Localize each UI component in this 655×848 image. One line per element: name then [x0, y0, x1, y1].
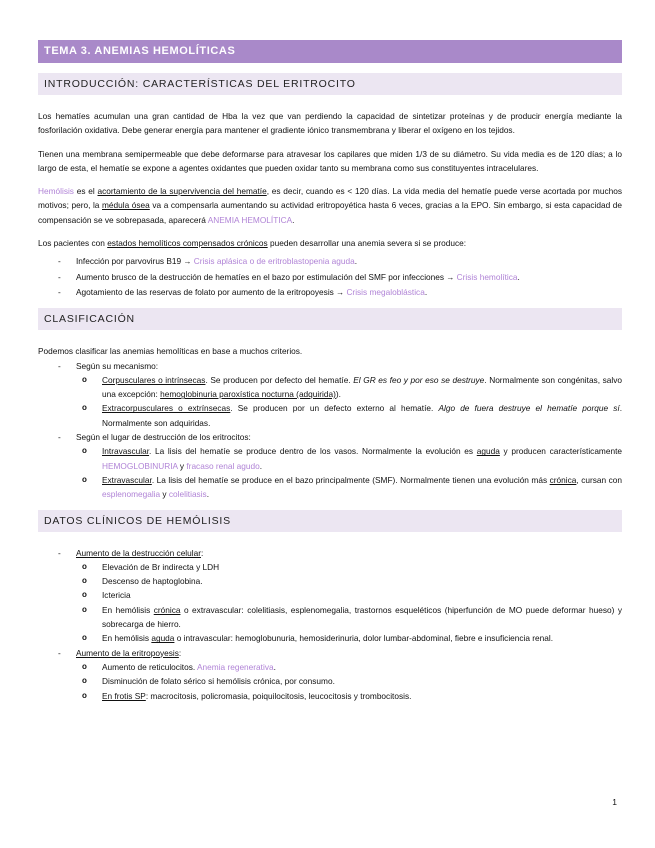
list-item: - Agotamiento de las reservas de folato por aumento de la eritropoyesis → Crisis megaloblástica.	[38, 285, 622, 300]
list-item: o Elevación de Br indirecta y LDH	[74, 560, 622, 574]
section-heading-intro: INTRODUCCIÓN: CARACTERÍSTICAS DEL ERITROCITO	[38, 73, 622, 95]
crisis-list	[38, 254, 622, 300]
intro-paragraph-2: Tienen una membrana semipermeable que debe deformarse para atravesar los capilares que miden 1/3 de su diámetro. Su vida media es de 120 días; a lo largo de esta, el hematíe se expone a agentes oxidantes que pueden oxidar tanto su membrana como sus constituyentes intracelulares.	[38, 148, 622, 173]
list-item: - Aumento de la destrucción celular: o Elevación de Br indirecta y LDH o Descenso de haptoglobina. o Ictericia o En hemólisis crónica o extravascular: colelitiasis, esplenomegalia, trastornos esqueléticos (hiperfunción de MO puede deformar hueso) y sobrecarga de hierro. o En hemólisis aguda o intravascular: hemoglobunuria, hemosiderinuria, dolor lumbar-abdominal, fiebre e insuficiencia renal.	[38, 546, 622, 646]
list-item: o Descenso de haptoglobina.	[74, 574, 622, 588]
list-item: o En frotis SP: macrocitosis, policromasia, poiquilocitosis, leucocitosis y trombocitosis.	[74, 689, 622, 703]
list-item: o En hemólisis aguda o intravascular: hemoglobunuria, hemosiderinuria, dolor lumbar-abdominal, fiebre e insuficiencia renal.	[74, 631, 622, 645]
list-item: o Extracorpusculares o extrínsecas. Se producen por un defecto externo al hematíe. Algo de fuera destruye el hematíe porque sí. Normalmente son adquiridas.	[74, 401, 622, 430]
list-item: o Extravascular. La lisis del hematíe se produce en el bazo principalmente (SMF). Normalmente tienen una evolución más crónica, cursan con esplenomegalia y colelitiasis.	[74, 473, 622, 502]
term-hemolisis: Hemólisis	[38, 186, 74, 197]
list-item: o Aumento de reticulocitos. Anemia regenerativa.	[74, 660, 622, 674]
list-item: - Aumento brusco de la destrucción de hematíes en el bazo por estimulación del SMF por infecciones → Crisis hemolítica.	[38, 270, 622, 285]
arrow-right-icon: →	[446, 272, 455, 282]
destruccion-sublist	[74, 560, 622, 646]
list-item: o Corpusculares o intrínsecas. Se producen por defecto del hematíe. El GR es feo y por eso se destruye. Normalmente son congénitas, salvo una excepción: hemoglobinuria paroxística nocturna (adquirida)).	[74, 373, 622, 402]
intro-paragraph-4: Los pacientes con estados hemolíticos compensados crónicos pueden desarrollar una anemia severa si se produce:	[38, 238, 467, 249]
list-item: - Aumento de la eritropoyesis: o Aumento de reticulocitos. Anemia regenerativa. o Disminución de folato sérico si hemólisis crónica, por consumo. o En frotis SP: macrocitosis, policromasia, poiquilocitosis, leucocitosis y trombocitosis.	[38, 646, 622, 703]
datos-list	[38, 546, 622, 703]
arrow-right-icon: →	[183, 257, 192, 267]
document-page	[38, 40, 622, 703]
page-number: 1	[612, 797, 617, 807]
list-item: - Según su mecanismo: o Corpusculares o intrínsecas. Se producen por defecto del hematíe. El GR es feo y por eso se destruye. Normalmente son congénitas, salvo una excepción: hemoglobinuria paroxística nocturna (adquirida)). o Extracorpusculares o extrínsecas. Se producen por un defecto externo al hematíe. Algo de fuera destruye el hematíe porque sí. Normalmente son adquiridas.	[38, 359, 622, 430]
list-item: o Ictericia	[74, 588, 622, 602]
arrow-right-icon: →	[336, 287, 345, 297]
clasif-list	[38, 359, 622, 502]
intro-paragraph-3: Hemólisis es el acortamiento de la supervivencia del hematíe, es decir, cuando es < 120 días. La vida media del hematíe puede verse acortada por muchos motivos; pero, la médula ósea va a compensarla aumentando su actividad eritropoyética hasta 6 veces, gracias a la EPO. Sin embargo, si esta capacidad de compensación se ve sobrepasada, aparecerá ANEMIA HEMOLÍTICA.	[38, 186, 622, 225]
list-item: - Infección por parvovirus B19 → Crisis aplásica o de eritroblastopenia aguda.	[38, 254, 622, 269]
page-title: TEMA 3. ANEMIAS HEMOLÍTICAS	[38, 40, 622, 63]
lugar-sublist	[74, 444, 622, 501]
section-heading-datos-clinicos: DATOS CLÍNICOS DE HEMÓLISIS	[38, 510, 622, 532]
list-item: o Intravascular. La lisis del hematíe se produce dentro de los vasos. Normalmente la evolución es aguda y producen característicamente HEMOGLOBINURIA y fracaso renal agudo.	[74, 444, 622, 473]
clasif-intro: Podemos clasificar las anemias hemolíticas en base a muchos criterios.	[38, 346, 303, 357]
mecanismo-sublist	[74, 373, 622, 430]
section-heading-clasificacion: CLASIFICACIÓN	[38, 308, 622, 330]
list-item: - Según el lugar de destrucción de los eritrocitos: o Intravascular. La lisis del hematíe se produce dentro de los vasos. Normalmente la evolución es aguda y producen característicamente HEMOGLOBINURIA y fracaso renal agudo. o Extravascular. La lisis del hematíe se produce en el bazo principalmente (SMF). Normalmente tienen una evolución más crónica, cursan con esplenomegalia y colelitiasis.	[38, 430, 622, 501]
eritropoyesis-sublist	[74, 660, 622, 703]
list-item: o Disminución de folato sérico si hemólisis crónica, por consumo.	[74, 674, 622, 688]
term-anemia-hemolitica: ANEMIA HEMOLÍTICA	[207, 214, 293, 225]
intro-paragraph-1: Los hematíes acumulan una gran cantidad de Hba la vez que van perdiendo la capacidad de sintetizar proteínas y de producir energía mediante la fosforilación oxidativa. Debe generar energía para mantener el gradiente iónico transmembrana y liberar el oxígeno en los tejidos.	[38, 111, 622, 136]
list-item: o En hemólisis crónica o extravascular: colelitiasis, esplenomegalia, trastornos esqueléticos (hiperfunción de MO puede deformar hueso) y sobrecarga de hierro.	[74, 603, 622, 632]
